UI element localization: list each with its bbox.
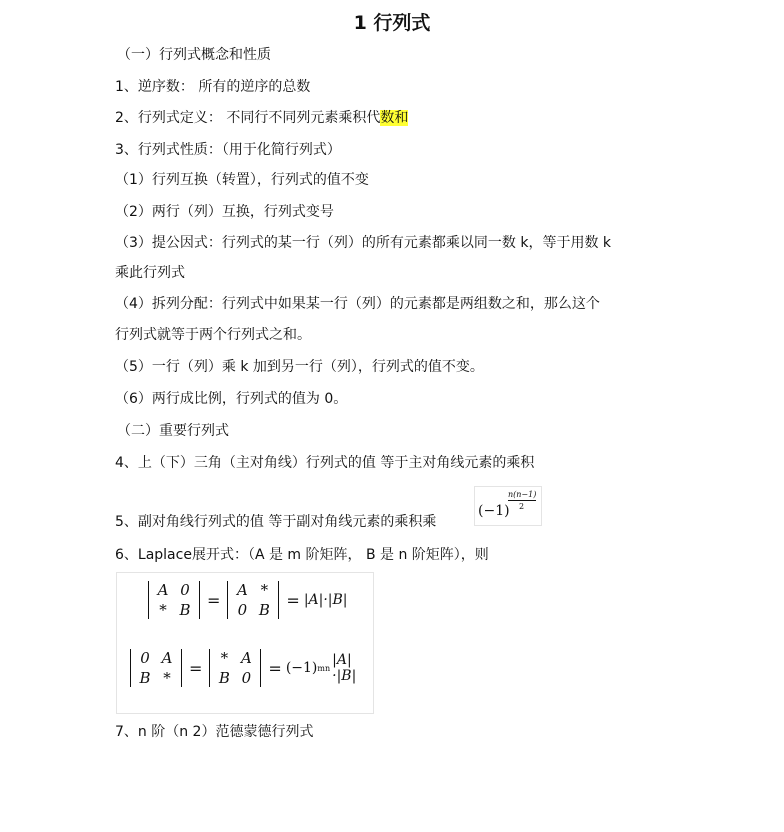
matrix-entry: B bbox=[258, 601, 270, 619]
laplace-row-2 bbox=[127, 649, 373, 687]
matrix-entry: 0 bbox=[180, 581, 190, 599]
item-4-triangular: 4、上（下）三角（主对角线）行列式的值 等于主对角线元素的乘积 bbox=[115, 455, 535, 471]
property-6: （6）两行成比例，行列式的值为 0。 bbox=[115, 391, 348, 407]
section-heading-1: （一）行列式概念和性质 bbox=[117, 47, 271, 63]
determinant-4 bbox=[206, 649, 264, 687]
property-2: （2）两行（列）互换，行列式变号 bbox=[115, 204, 334, 220]
property-3-continued: 乘此行列式 bbox=[115, 265, 185, 281]
sign-base: (−1) bbox=[285, 660, 318, 676]
formula-base: (−1) bbox=[478, 503, 510, 519]
page-title: 1 行列式 bbox=[353, 12, 431, 34]
matrix-entry: 0 bbox=[241, 669, 252, 687]
formula-exponent-numerator: n(n−1) bbox=[508, 490, 537, 499]
property-5: （5）一行（列）乘 k 加到另一行（列），行列式的值不变。 bbox=[115, 359, 484, 375]
matrix-entry: B bbox=[218, 669, 230, 687]
det-bar bbox=[260, 649, 261, 687]
matrix-entry: A bbox=[157, 581, 169, 599]
item-2-definition bbox=[115, 108, 408, 128]
matrix-entry: B bbox=[179, 601, 191, 619]
matrix-entry: 0 bbox=[140, 649, 150, 667]
equals-sign: = bbox=[268, 658, 282, 678]
matrix-entry: A bbox=[161, 649, 173, 667]
highlighted-text: 数和 bbox=[380, 110, 409, 126]
equals-sign: = bbox=[207, 590, 221, 610]
det-bar bbox=[227, 581, 228, 619]
equals-sign: = bbox=[189, 658, 203, 678]
determinant-product: |A|·|B| bbox=[332, 652, 357, 684]
property-4-continued: 行列式就等于两个行列式之和。 bbox=[115, 327, 311, 343]
formula-exponent-denominator: 2 bbox=[519, 502, 525, 511]
matrix-entry: * bbox=[260, 581, 269, 599]
matrix-entry: B bbox=[139, 669, 151, 687]
laplace-row-1 bbox=[145, 581, 348, 619]
det-bar bbox=[199, 581, 200, 619]
item-7-vandermonde: 7、n 阶（n 2）范德蒙德行列式 bbox=[115, 724, 314, 740]
matrix-entry: A bbox=[240, 649, 252, 667]
matrix-entry: * bbox=[220, 649, 229, 667]
section-heading-2: （二）重要行列式 bbox=[117, 423, 229, 439]
property-1: （1）行列互换（转置），行列式的值不变 bbox=[115, 172, 369, 188]
det-bar bbox=[130, 649, 131, 687]
matrix-entry: 0 bbox=[237, 601, 248, 619]
fraction-bar bbox=[508, 500, 536, 501]
determinant-product: |A|·|B| bbox=[303, 592, 348, 608]
determinant-2 bbox=[224, 581, 282, 619]
det-bar bbox=[278, 581, 279, 619]
sign-exponent: mn bbox=[317, 663, 331, 673]
determinant-1 bbox=[145, 581, 203, 619]
determinant-3 bbox=[127, 649, 185, 687]
item-3-properties: 3、行列式性质：（用于化简行列式） bbox=[115, 142, 341, 158]
sign-factor-formula bbox=[474, 486, 542, 526]
matrix-entry: A bbox=[236, 581, 248, 599]
property-4: （4）拆列分配：行列式中如果某一行（列）的元素都是两组数之和，那么这个 bbox=[115, 296, 600, 312]
item-1-inversion-number: 1、逆序数： 所有的逆序的总数 bbox=[115, 79, 311, 95]
item-2-text: 2、行列式定义： 不同行不同列元素乘积代 bbox=[115, 110, 381, 126]
det-bar bbox=[148, 581, 149, 619]
item-6-laplace: 6、Laplace展开式：（A 是 m 阶矩阵， B 是 n 阶矩阵），则 bbox=[115, 547, 489, 563]
laplace-formula bbox=[116, 572, 374, 714]
equals-sign: = bbox=[286, 590, 300, 610]
matrix-entry: * bbox=[163, 669, 171, 687]
det-bar bbox=[209, 649, 210, 687]
property-3: （3）提公因式：行列式的某一行（列）的所有元素都乘以同一数 k，等于用数 k bbox=[115, 235, 612, 251]
matrix-entry: * bbox=[159, 601, 167, 619]
det-bar bbox=[181, 649, 182, 687]
item-5-anti-diagonal: 5、副对角线行列式的值 等于副对角线元素的乘积乘 bbox=[115, 514, 437, 530]
